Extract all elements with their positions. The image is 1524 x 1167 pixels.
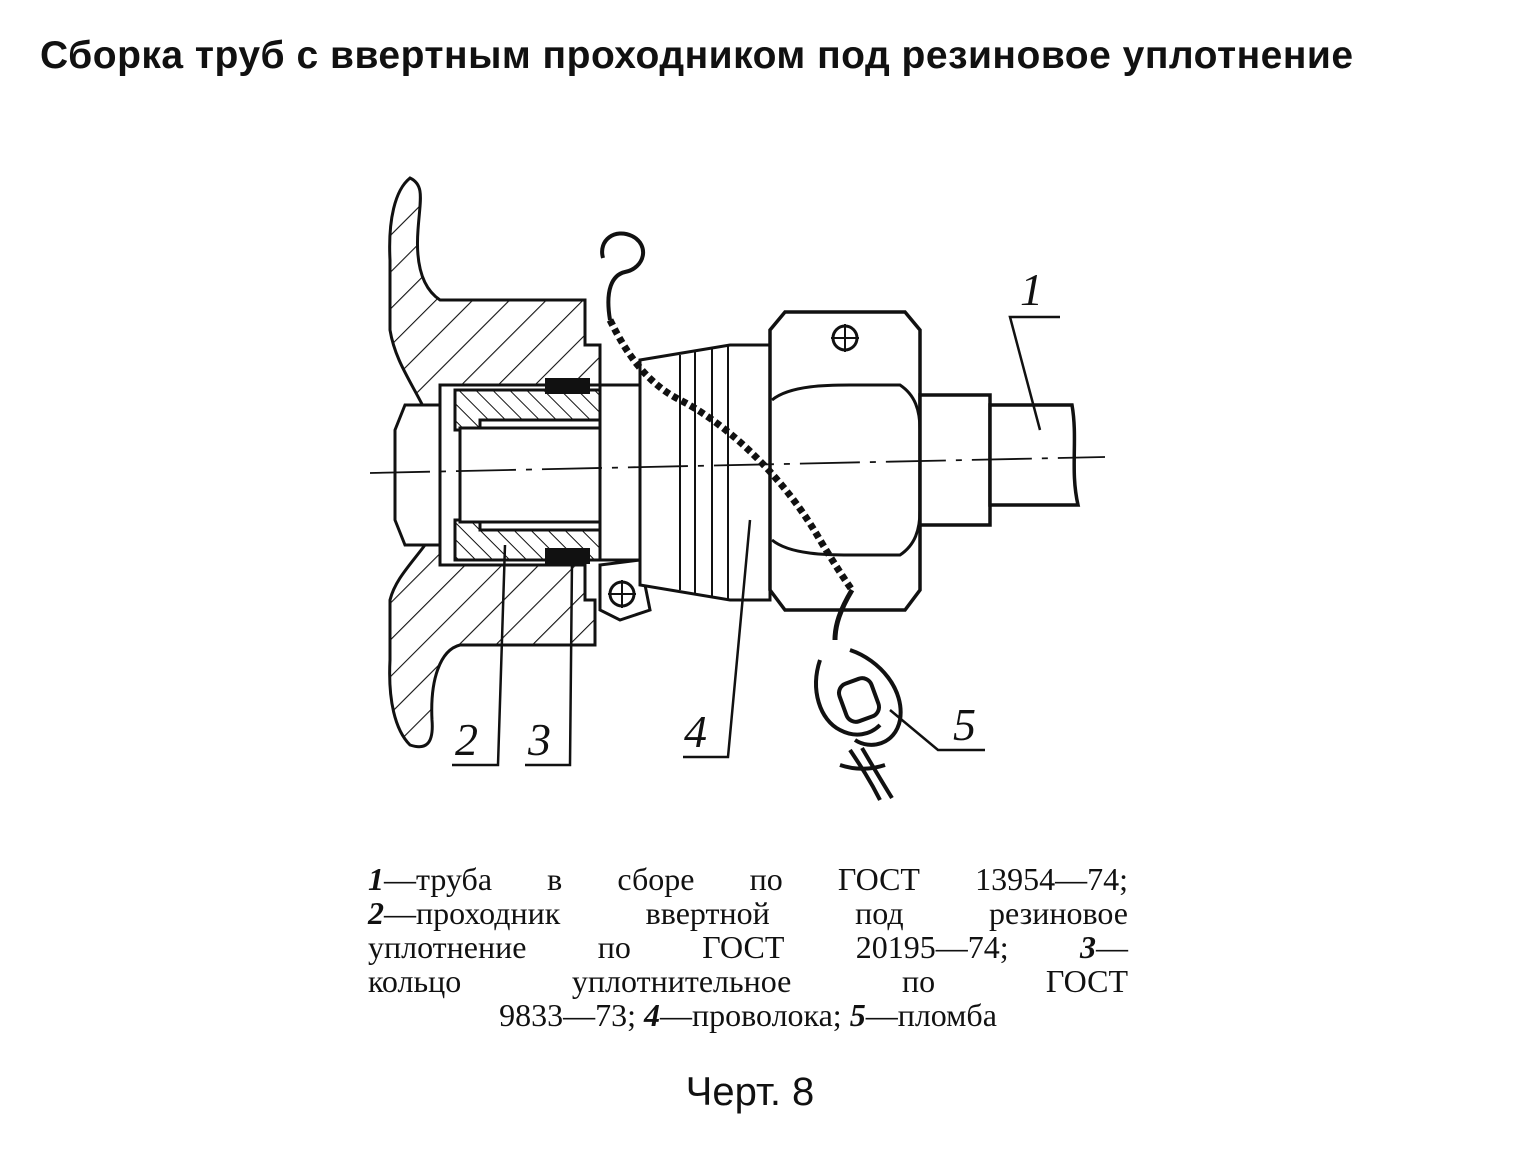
housing-lower-section — [390, 545, 595, 747]
legend-text-1: —труба в сборе по ГОСТ 13954—74; — [384, 861, 1128, 897]
page-title: Сборка труб с ввертным проходником под резиновое уплотнение — [40, 34, 1354, 77]
legend — [368, 862, 1128, 1032]
pipe — [990, 405, 1078, 505]
seal-ring-bottom — [545, 548, 590, 564]
legend-text-3: уплотнение по ГОСТ 20195—74; — [368, 929, 1080, 965]
legend-text-2: —проходник ввертной под резиновое — [384, 895, 1128, 931]
figure-caption: Черт. 8 — [685, 1070, 815, 1114]
legend-text-5a: 9833—73; — [499, 997, 644, 1033]
legend-num-4: 4 — [643, 997, 660, 1033]
lead-seal — [816, 650, 901, 800]
seal-ring-top — [545, 378, 590, 394]
legend-line-3 — [368, 930, 1128, 964]
legend-line-4 — [368, 964, 1128, 998]
legend-num-1: 1 — [368, 861, 384, 897]
legend-line-5 — [368, 998, 1128, 1032]
legend-text-4: кольцо уплотнительное по ГОСТ — [368, 963, 1128, 999]
legend-num-5: 5 — [849, 997, 866, 1033]
adapter-flange — [600, 385, 640, 560]
legend-line-1 — [368, 862, 1128, 896]
callout-3: 3 — [528, 714, 551, 765]
callout-1: 1 — [1020, 264, 1043, 315]
callout-5: 5 — [953, 699, 976, 750]
legend-text-5b: —проволока; — [659, 997, 850, 1033]
bore-stub — [395, 405, 440, 545]
legend-text-5c: —пломба — [865, 997, 997, 1033]
callout-4: 4 — [684, 706, 707, 757]
callout-2: 2 — [455, 714, 478, 765]
adapter-section-top — [455, 390, 600, 430]
legend-num-2: 2 — [368, 895, 384, 931]
legend-num-3: 3 — [1080, 929, 1096, 965]
legend-dash-3: — — [1096, 929, 1128, 965]
legend-line-2 — [368, 896, 1128, 930]
